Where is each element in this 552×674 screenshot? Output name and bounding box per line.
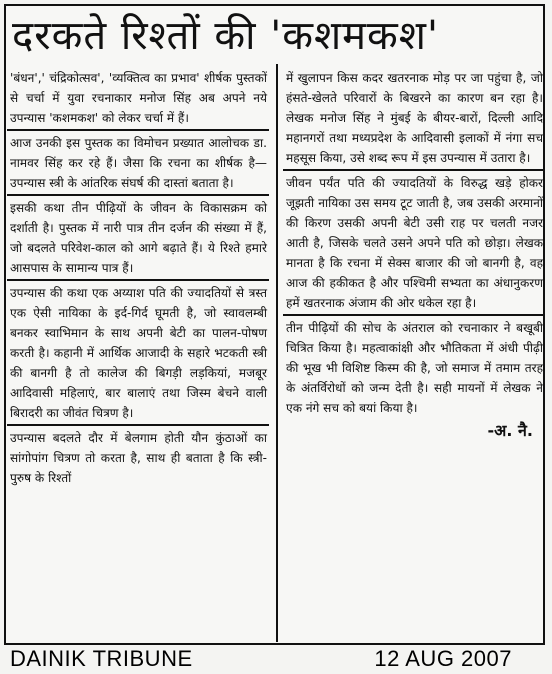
paragraph-rule — [283, 169, 545, 171]
article-byline: -अ. नै. — [487, 421, 533, 440]
article-headline: दरकते रिश्तों की 'कशमकश' — [12, 13, 439, 59]
paragraph-rule — [7, 424, 269, 426]
left-paragraph-2: आज उनकी इस पुस्तक का विमोचन प्रख्यात आलोचक डा. नामवर सिंह कर रहे हैं। जैसा कि रचना का शीर्षक है—उपन्यास स्त्री के आंतरिक संघर्ष की दास्तां बताता है। — [10, 136, 267, 190]
clipping-footer — [0, 644, 552, 674]
right-paragraph-2: जीवन पर्यंत पति की ज्यादतियों के विरुद्ध खड़े होकर जूझती नायिका उस समय टूट जाती है, जब उसकी अरमानों की किरण उसकी अपनी बेटी उसी राह पर चलती नजर आती है, जिसके चलते उसने अपने पति को छोड़ा। लेखक मानता है कि रचना में सेक्स बाजार की जो बानगी है, वह आज की हकीकत है और पश्चिमी सभ्यता का अंधानुकरण हमें खतरनाक अंजाम की ओर धकेल रहा है। — [286, 176, 543, 310]
left-paragraph-3: इसकी कथा तीन पीढ़ियों के जीवन के विकासक्रम को दर्शाती है। पुस्तक में नारी पात्र तीन दर्जन की संख्या में हैं, जो बदलते परिवेश-काल को आगे बढ़ाते हैं। ये रिश्ते हमारे आसपास के सामान्य पात्र हैं। — [10, 201, 267, 275]
right-paragraph-1: में खुलापन किस कदर खतरनाक मोड़ पर जा पहुंचा है, जो हंसते-खेलते परिवारों के बिखरने का कारण बन रहा है। लेखक मनोज सिंह ने मुंबई के बीयर-बारों, दिल्ली आदि महानगरों तथा मध्यप्रदेश के आदिवासी इलाकों में नंगा सच महसूस किया, उसे शब्द रूप में इस उपन्यास में उतारा है। — [286, 71, 543, 165]
left-paragraph-4: उपन्यास की कथा एक अय्याश पति की ज्यादतियों से त्रस्त एक ऐसी नायिका के इर्द-गिर्द घूमती है, जो स्वावलम्बी बनकर स्वाभिमान के साथ अपनी बेटी का पालन-पोषण करती है। कहानी में आर्थिक आजादी के सहारे भटकती स्त्री की बानगी है तो कालेज की बिगड़ी लड़कियां, मजबूर आदिवासी महिलाएं, बार बालाएं तथा जिस्म बेचने वाली बिरादरी का जीवंत चित्रण है। — [10, 286, 267, 420]
column-divider — [276, 64, 278, 642]
paragraph-rule — [283, 314, 545, 316]
left-column — [7, 68, 269, 640]
left-paragraph-5: उपन्यास बदलते दौर में बेलगाम होती यौन कुंठाओं का सांगोपांग चित्रण तो करता है, साथ ही बताता है कि स्त्री-पुरुष के रिश्तों — [10, 431, 267, 485]
right-paragraph-3: तीन पीढ़ियों की सोच के अंतराल को रचनाकार ने बखूबी चित्रित किया है। महत्वाकांक्षी और भौतिकता में अंधी पीढ़ी की भूख भी विशिष्ट किस्म की है, जो समाज में तमाम तरह के अंतर्विरोधों को जन्म देती है। सही मायनों में लेखक ने एक नंगे सच को बयां किया है। — [286, 321, 543, 415]
paragraph-rule — [7, 279, 269, 281]
newspaper-name: DAINIK TRIBUNE — [10, 646, 193, 671]
left-paragraph-1: 'बंधन',' चंद्रिकोत्सव', 'व्यक्तित्व का प्रभाव' शीर्षक पुस्तकों से चर्चा में युवा रचनाकार मनोज सिंह अब अपने नये उपन्यास 'कशमकश' को लेकर चर्चा में हैं। — [10, 71, 267, 125]
paragraph-rule — [7, 194, 269, 196]
publication-date: 12 AUG 2007 — [374, 646, 512, 671]
right-column — [283, 68, 545, 640]
paragraph-rule — [7, 129, 269, 131]
